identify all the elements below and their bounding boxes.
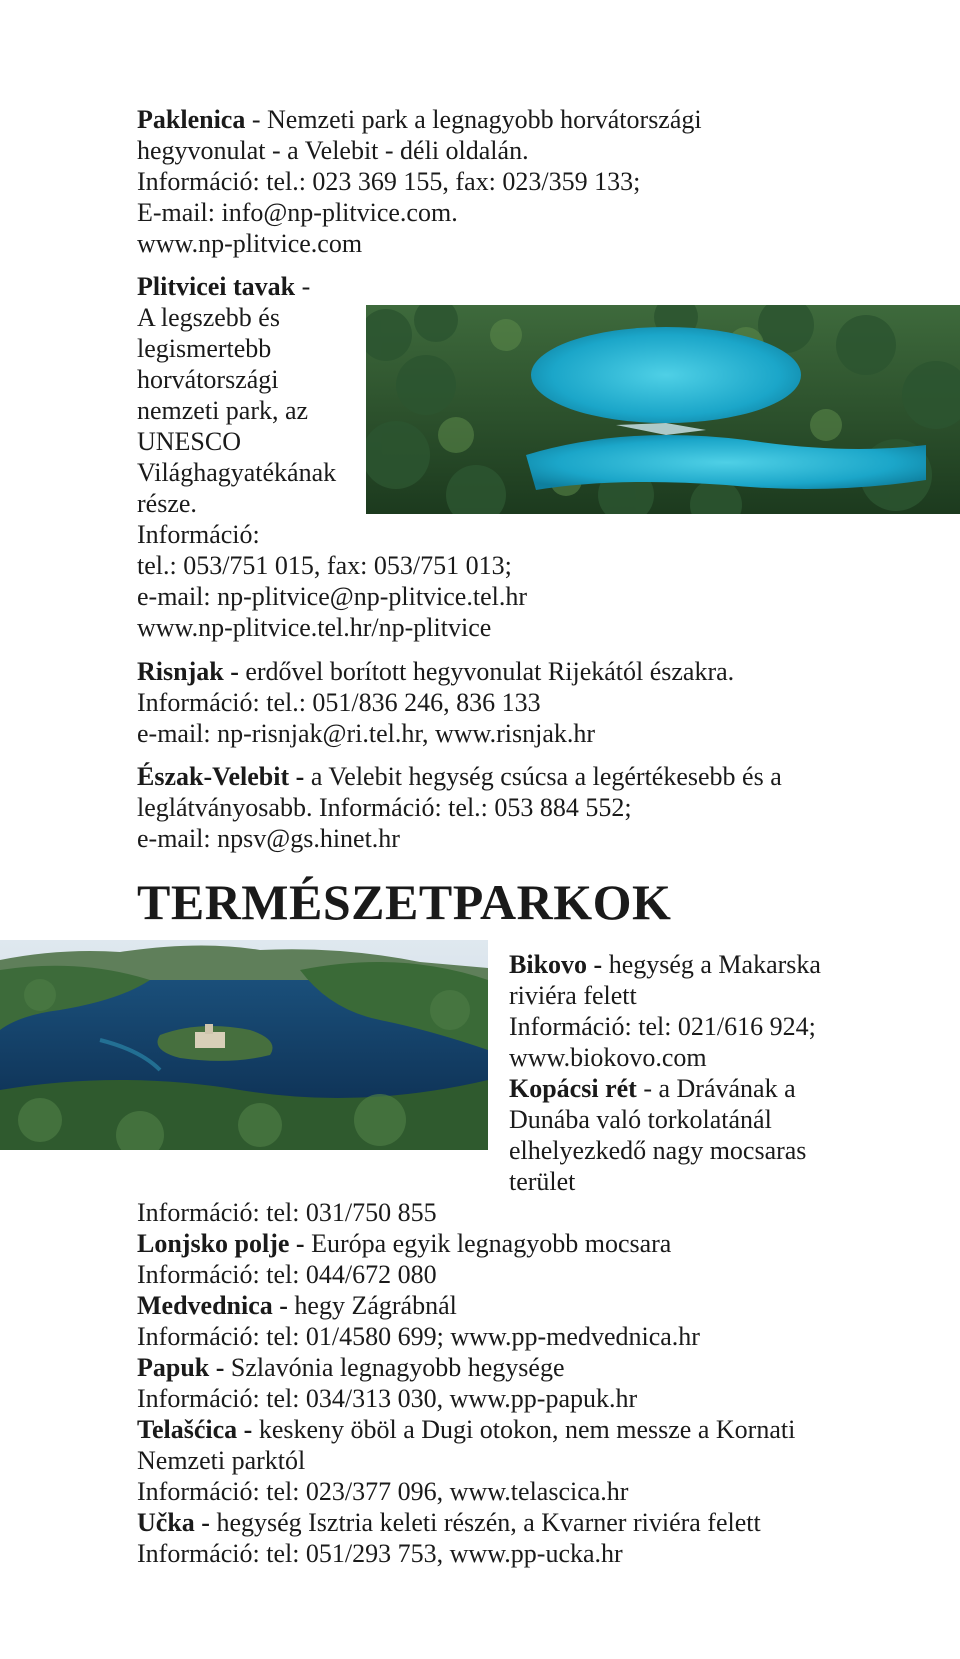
biokovo-web: www.biokovo.com: [509, 1043, 707, 1072]
plitvice-dash: -: [295, 272, 311, 301]
ucka-desc: hegység Isztria keleti részén, a Kvarner riviéra felett: [209, 1508, 761, 1537]
biokovo-info: Információ: tel: 021/616 924;: [509, 1012, 816, 1041]
kopacsi-desc-line: Dunába való torkolatánál: [509, 1105, 772, 1134]
biokovo-desc-line2: riviéra felett: [509, 981, 637, 1010]
biokovo-desc: hegység a Makarska: [602, 950, 821, 979]
paklenica-web: www.np-plitvice.com: [137, 229, 363, 258]
plitvice-desc-line: legismertebb: [137, 334, 272, 363]
plitvice-lakes-photo: [366, 305, 960, 514]
papuk-info: Információ: tel: 034/313 030, www.pp-papuk.hr: [137, 1384, 638, 1413]
paklenica-desc-line2: hegyvonulat - a Velebit - déli oldalán.: [137, 136, 529, 165]
velebit-name: Észak-Velebit -: [137, 762, 305, 791]
medvednica-title-line: [137, 1290, 457, 1321]
plitvice-desc-line: A legszebb és: [137, 303, 280, 332]
plitvice-desc-line: Világhagyatékának: [137, 458, 337, 487]
risnjak-title-line: [137, 656, 734, 687]
kopacsi-desc: - a Drávának a: [636, 1074, 796, 1103]
kopacsi-info: Információ: tel: 031/750 855: [137, 1198, 437, 1227]
papuk-title-line: [137, 1352, 565, 1383]
telascica-title-line: [137, 1414, 795, 1445]
plitvice-email: e-mail: np-plitvice@np-plitvice.tel.hr: [137, 582, 527, 611]
plitvice-desc-line: része.: [137, 489, 197, 518]
island-lake-photo: [0, 940, 488, 1150]
telascica-name: Telašćica -: [137, 1415, 253, 1444]
risnjak-email: e-mail: np-risnjak@ri.tel.hr, www.risnjak.hr: [137, 719, 596, 748]
ucka-info: Információ: tel: 051/293 753, www.pp-ucka.hr: [137, 1539, 623, 1568]
plitvice-desc-line: Információ:: [137, 520, 260, 549]
telascica-desc: keskeny öböl a Dugi otokon, nem messze a Kornati: [252, 1415, 796, 1444]
plitvice-desc-line: horvátországi: [137, 365, 279, 394]
risnjak-desc: erdővel borított hegyvonulat Rijekától északra.: [238, 657, 735, 686]
papuk-desc: Szlavónia legnagyobb hegysége: [224, 1353, 565, 1382]
velebit-title-line: [137, 761, 782, 792]
paklenica-email: E-mail: info@np-plitvice.com.: [137, 198, 458, 227]
telascica-desc-line2: Nemzeti parktól: [137, 1446, 306, 1475]
paklenica-desc: - Nemzeti park a legnagyobb horvátországi: [245, 105, 702, 134]
kopacsi-title-line: [509, 1073, 796, 1104]
paklenica-title-line: [137, 104, 702, 135]
plitvice-desc-line: nemzeti park, az: [137, 396, 309, 425]
medvednica-info: Információ: tel: 01/4580 699; www.pp-medvednica.hr: [137, 1322, 700, 1351]
plitvice-desc-line: UNESCO: [137, 427, 242, 456]
medvednica-name: Medvednica -: [137, 1291, 288, 1320]
ucka-name: Učka -: [137, 1508, 210, 1537]
paklenica-info: Információ: tel.: 023 369 155, fax: 023/359 133;: [137, 167, 641, 196]
risnjak-name: Risnjak -: [137, 657, 239, 686]
plitvice-web: www.np-plitvice.tel.hr/np-plitvice: [137, 613, 492, 642]
lonjsko-name: Lonjsko polje -: [137, 1229, 305, 1258]
ucka-title-line: [137, 1507, 761, 1538]
velebit-desc-line2: leglátványosabb. Információ: tel.: 053 884 552;: [137, 793, 632, 822]
lonjsko-title-line: [137, 1228, 671, 1259]
velebit-desc: a Velebit hegység csúcsa a legértékesebb és a: [304, 762, 782, 791]
section-title: TERMÉSZETPARKOK: [137, 874, 672, 930]
medvednica-desc: hegy Zágrábnál: [287, 1291, 457, 1320]
plitvice-name: Plitvicei tavak: [137, 272, 296, 301]
kopacsi-desc-line: terület: [509, 1167, 576, 1196]
plitvice-tel: tel.: 053/751 015, fax: 053/751 013;: [137, 551, 512, 580]
lonjsko-info: Információ: tel: 044/672 080: [137, 1260, 437, 1289]
kopacsi-desc-line: elhelyezkedő nagy mocsaras: [509, 1136, 807, 1165]
lonjsko-desc: Európa egyik legnagyobb mocsara: [304, 1229, 672, 1258]
telascica-info: Információ: tel: 023/377 096, www.telascica.hr: [137, 1477, 629, 1506]
risnjak-info: Információ: tel.: 051/836 246, 836 133: [137, 688, 541, 717]
biokovo-name: Bikovo -: [509, 950, 603, 979]
paklenica-name: Paklenica: [137, 105, 246, 134]
biokovo-title-line: [509, 949, 821, 980]
kopacsi-name: Kopácsi rét: [509, 1074, 637, 1103]
plitvice-title-line: [137, 271, 310, 302]
papuk-name: Papuk -: [137, 1353, 225, 1382]
velebit-email: e-mail: npsv@gs.hinet.hr: [137, 824, 400, 853]
